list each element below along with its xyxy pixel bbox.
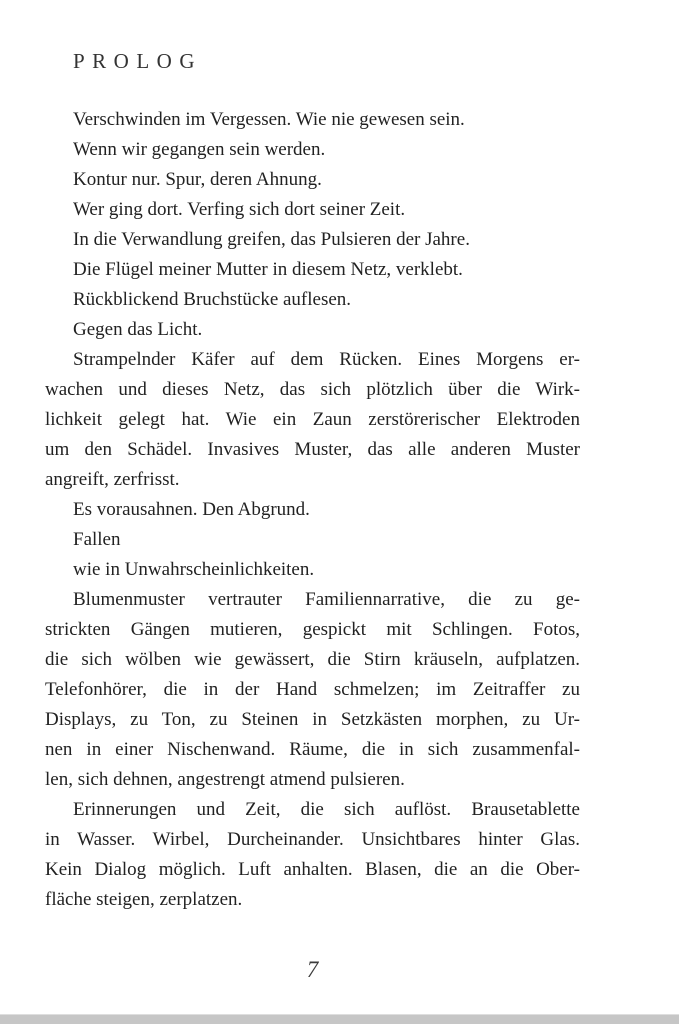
- text-line: strickten Gängen mutieren, gespickt mit Schlingen. Fotos,: [45, 619, 580, 640]
- text-line: Blumenmuster vertrauter Familiennarrative, die zu ge-: [73, 589, 580, 610]
- text-line: in Wasser. Wirbel, Durcheinander. Unsichtbares hinter Glas.: [45, 829, 580, 850]
- text-line: Gegen das Licht.: [73, 319, 203, 340]
- text-line: Verschwinden im Vergessen. Wie nie gewesen sein.: [73, 109, 465, 130]
- chapter-heading: PROLOG: [73, 49, 203, 73]
- text-line: Wenn wir gegangen sein werden.: [73, 139, 326, 160]
- text-line: wie in Unwahrscheinlichkeiten.: [73, 559, 315, 580]
- text-line: Kontur nur. Spur, deren Ahnung.: [73, 169, 322, 190]
- text-line: len, sich dehnen, angestrengt atmend pulsieren.: [45, 769, 405, 790]
- text-line: Telefonhörer, die in der Hand schmelzen; im Zeitraffer zu: [45, 679, 580, 700]
- text-line: lichkeit gelegt hat. Wie ein Zaun zerstörerischer Elektroden: [45, 409, 580, 430]
- text-line: Displays, zu Ton, zu Steinen in Setzkästen morphen, zu Ur-: [45, 709, 580, 730]
- text-line: Es vorausahnen. Den Abgrund.: [73, 499, 310, 520]
- text-line: Wer ging dort. Verfing sich dort seiner Zeit.: [73, 199, 406, 220]
- text-line: wachen und dieses Netz, das sich plötzlich über die Wirk-: [45, 379, 580, 400]
- footer-bar: [0, 1014, 679, 1024]
- text-line: Die Flügel meiner Mutter in diesem Netz, verklebt.: [73, 259, 463, 280]
- text-line: fläche steigen, zerplatzen.: [45, 889, 243, 910]
- body-text: [45, 105, 580, 915]
- text-line: Kein Dialog möglich. Luft anhalten. Blasen, die an die Ober-: [45, 859, 580, 880]
- text-line: nen in einer Nischenwand. Räume, die in sich zusammenfal-: [45, 739, 580, 760]
- text-line: um den Schädel. Invasives Muster, das alle anderen Muster: [45, 439, 580, 460]
- text-line: die sich wölben wie gewässert, die Stirn kräuseln, aufplatzen.: [45, 649, 580, 670]
- text-line: In die Verwandlung greifen, das Pulsieren der Jahre.: [73, 229, 470, 250]
- text-line: Fallen: [73, 529, 121, 550]
- text-line: Strampelnder Käfer auf dem Rücken. Eines Morgens er-: [73, 349, 580, 370]
- text-line: angreift, zerfrisst.: [45, 469, 180, 490]
- page-number: 7: [306, 957, 319, 982]
- text-line: Rückblickend Bruchstücke auflesen.: [73, 289, 352, 310]
- text-line: Erinnerungen und Zeit, die sich auflöst. Brausetablette: [73, 799, 580, 820]
